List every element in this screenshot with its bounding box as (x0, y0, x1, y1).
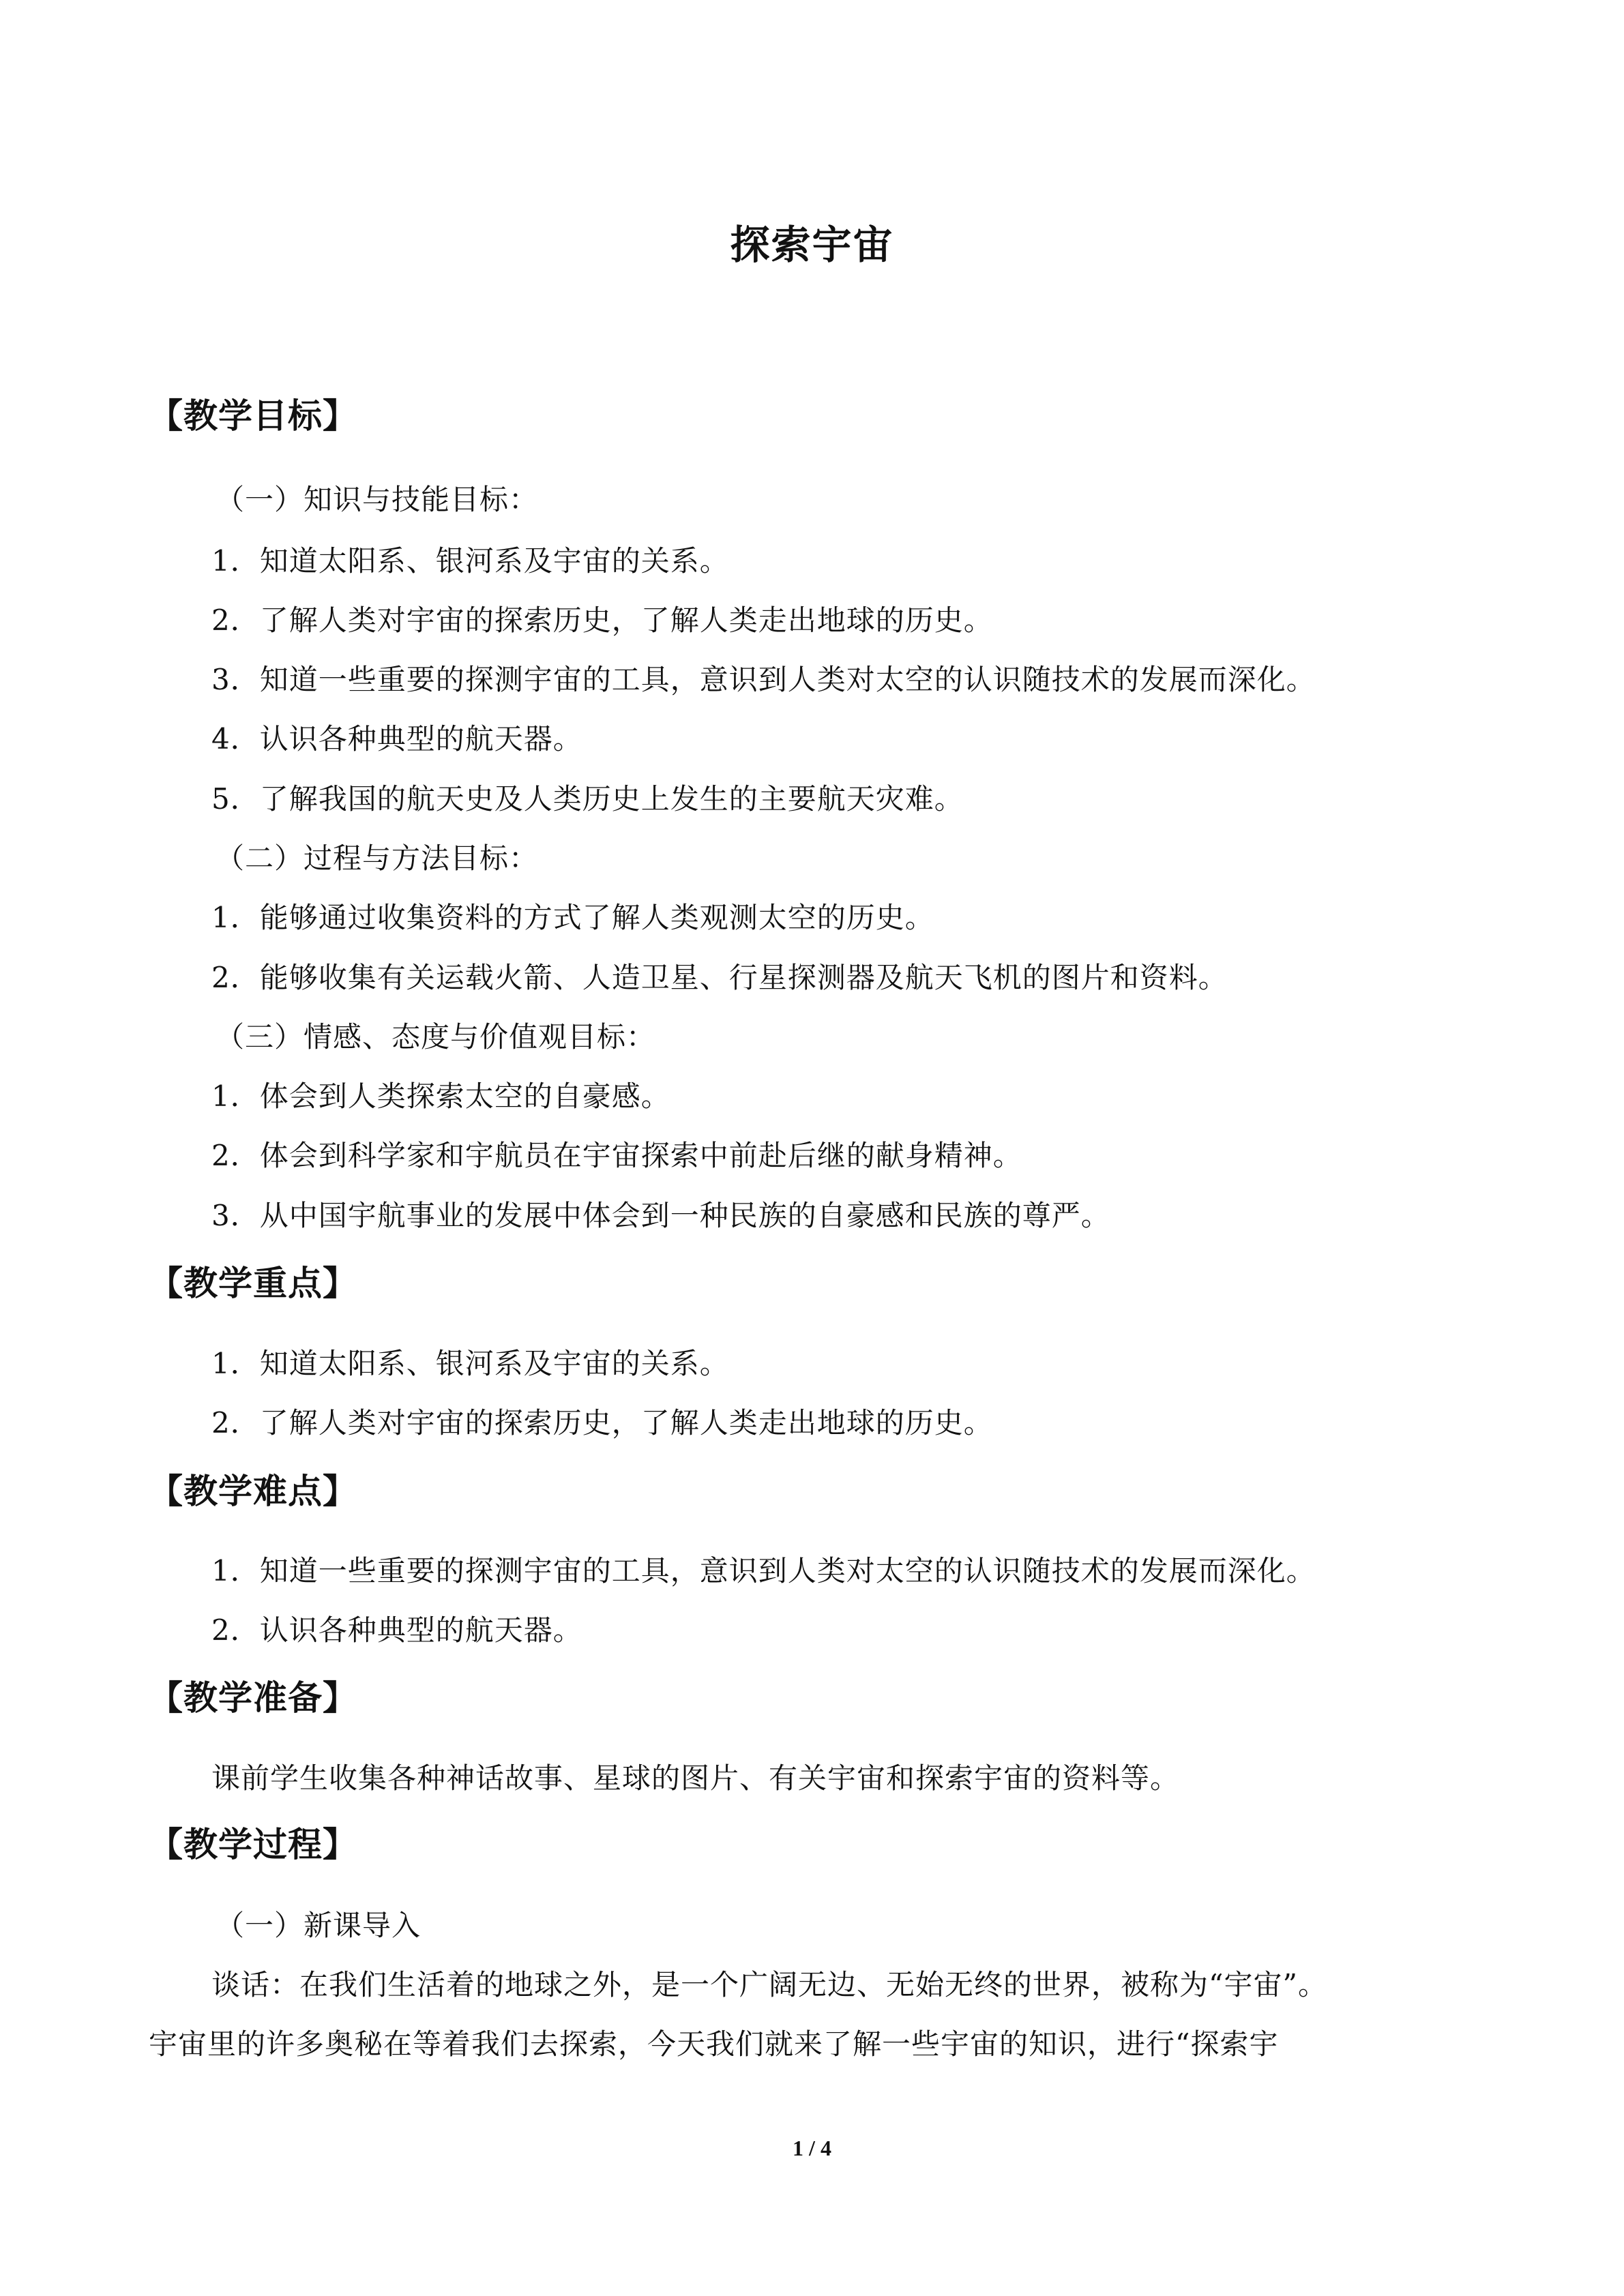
list-item: 1．知道太阳系、银河系及宇宙的关系。 (211, 1347, 729, 1380)
subsection-label: （二）过程与方法目标： (216, 841, 539, 875)
subsection-label: （三）情感、态度与价值观目标： (216, 1020, 656, 1054)
page-title: 探索宇宙 (730, 222, 894, 268)
paragraph-continuation: 宇宙里的许多奥秘在等着我们去探索，今天我们就来了解一些宇宙的知识，进行“探索宇 (149, 2027, 1279, 2061)
paragraph: 课前学生收集各种神话故事、星球的图片、有关宇宙和探索宇宙的资料等。 (211, 1761, 1180, 1795)
list-item: 1．能够通过收集资料的方式了解人类观测太空的历史。 (211, 901, 934, 934)
list-item: 2．认识各种典型的航天器。 (211, 1613, 582, 1647)
list-item: 1．知道一些重要的探测宇宙的工具，意识到人类对太空的认识随技术的发展而深化。 (211, 1554, 1316, 1587)
list-item: 2．了解人类对宇宙的探索历史，了解人类走出地球的历史。 (211, 603, 993, 637)
list-item: 2．了解人类对宇宙的探索历史，了解人类走出地球的历史。 (211, 1406, 993, 1440)
page-indicator: 1 / 4 (793, 2136, 831, 2160)
list-item: 2．体会到科学家和宇航员在宇宙探索中前赴后继的献身精神。 (211, 1139, 1022, 1172)
section-heading-difficulties: 【教学难点】 (149, 1472, 357, 1511)
section-heading-process: 【教学过程】 (149, 1825, 357, 1864)
subsection-label: （一）新课导入 (216, 1909, 422, 1942)
section-heading-objectives: 【教学目标】 (149, 396, 357, 436)
list-item: 1．体会到人类探索太空的自豪感。 (211, 1079, 670, 1113)
list-item: 5．了解我国的航天史及人类历史上发生的主要航天灾难。 (211, 782, 964, 816)
paragraph: 谈话：在我们生活着的地球之外，是一个广阔无边、无始无终的世界，被称为“宇宙”。 (211, 1968, 1327, 2001)
list-item: 1．知道太阳系、银河系及宇宙的关系。 (211, 544, 729, 578)
section-heading-key-points: 【教学重点】 (149, 1264, 357, 1303)
list-item: 4．认识各种典型的航天器。 (211, 722, 582, 756)
list-item: 2．能够收集有关运载火箭、人造卫星、行星探测器及航天飞机的图片和资料。 (211, 961, 1228, 994)
section-heading-preparation: 【教学准备】 (149, 1678, 357, 1718)
subsection-label: （一）知识与技能目标： (216, 483, 539, 516)
list-item: 3．知道一些重要的探测宇宙的工具，意识到人类对太空的认识随技术的发展而深化。 (211, 663, 1316, 696)
list-item: 3．从中国宇航事业的发展中体会到一种民族的自豪感和民族的尊严。 (211, 1199, 1110, 1232)
